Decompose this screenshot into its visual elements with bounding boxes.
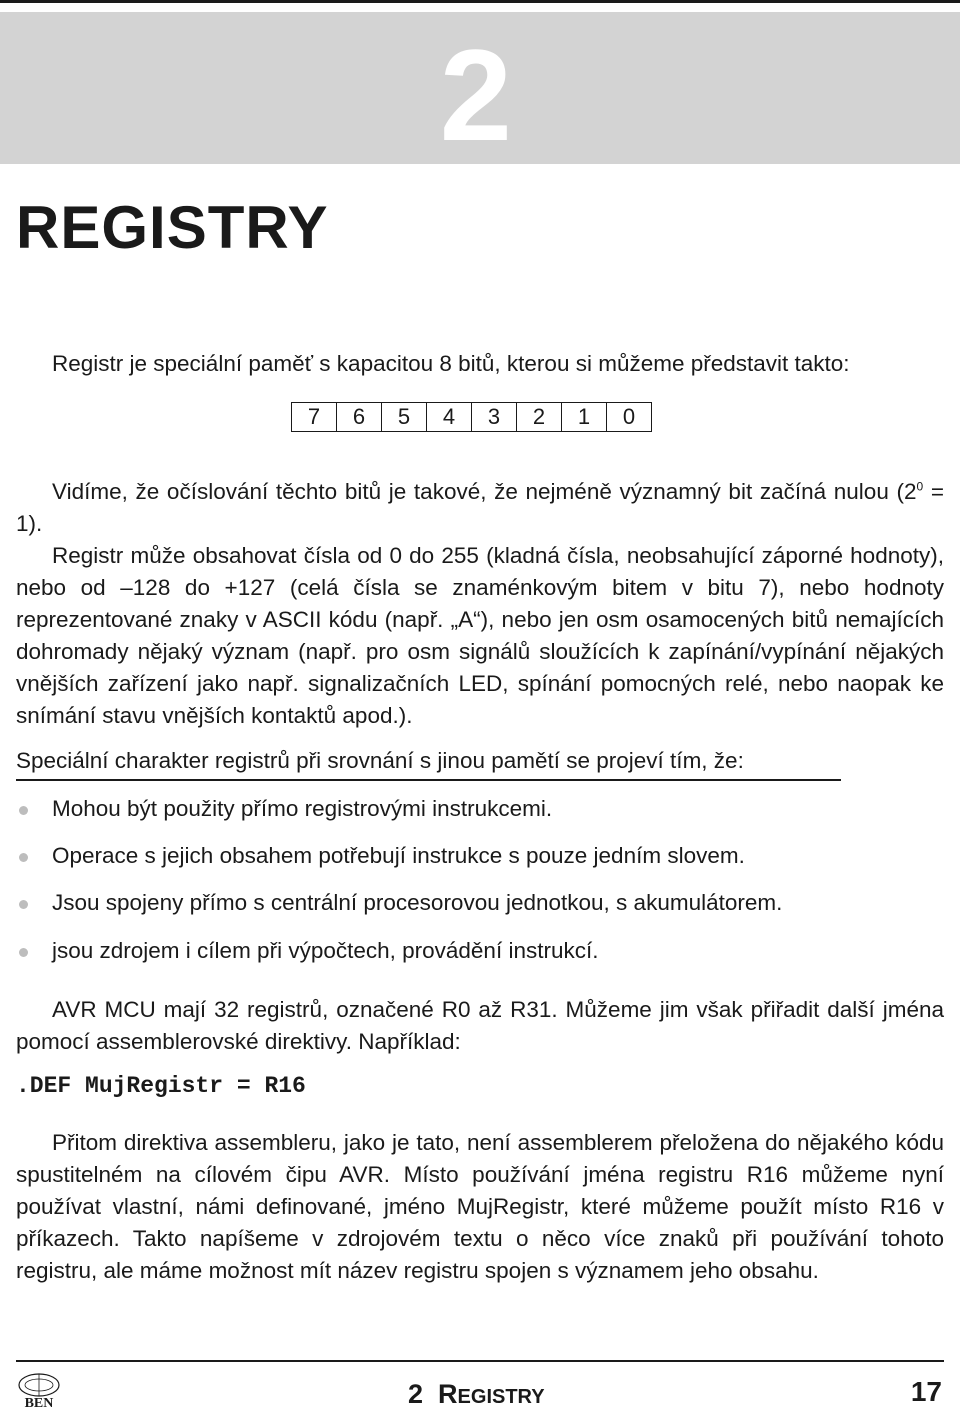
superscript-zero: 0 bbox=[916, 479, 924, 494]
bit-cell: 5 bbox=[382, 403, 427, 432]
intro-text: Registr je speciální paměť s kapacitou 8 bitů, kterou si můžeme představit takto: bbox=[52, 351, 850, 376]
intro-paragraph bbox=[16, 348, 944, 380]
bit-cell: 1 bbox=[562, 403, 607, 432]
paragraph-avr-registers bbox=[16, 994, 944, 1058]
footer-chapter-number: 2 bbox=[408, 1379, 424, 1409]
top-rule bbox=[0, 0, 960, 3]
bullet-dot-icon bbox=[19, 948, 28, 957]
code-example: .DEF MujRegistr = R16 bbox=[16, 1073, 306, 1099]
para1-text-end: = 1). bbox=[16, 479, 944, 536]
bullet-dot-icon bbox=[19, 900, 28, 909]
para3-text: AVR MCU mají 32 registrů, označené R0 až R31. Můžeme jim však přiřadit další jména pomocí assemblerovské direktivy. Například: bbox=[16, 997, 944, 1054]
footer-chapter-title: EGISTRY bbox=[457, 1386, 545, 1408]
bit-cell: 0 bbox=[607, 403, 652, 432]
footer-rule bbox=[16, 1360, 944, 1362]
publisher-logo bbox=[14, 1371, 64, 1409]
bit-cell: 2 bbox=[517, 403, 562, 432]
bullet-dot-icon bbox=[19, 853, 28, 862]
paragraph-directive bbox=[16, 1127, 944, 1287]
list-item-text: jsou zdrojem i cílem při výpočtech, provádění instrukcí. bbox=[52, 938, 599, 963]
page-number: 17 bbox=[910, 1376, 942, 1407]
section-heading: Speciální charakter registrů při srovnání s jinou pamětí se projeví tím, že: bbox=[16, 745, 841, 781]
chapter-number: 2 bbox=[439, 22, 512, 168]
bit-cell: 7 bbox=[292, 403, 337, 432]
bit-cell: 4 bbox=[427, 403, 472, 432]
list-item-text: Jsou spojeny přímo s centrální procesorovou jednotkou, s akumulátorem. bbox=[52, 890, 783, 915]
footer-chapter-initial: R bbox=[438, 1379, 458, 1409]
list-item-text: Operace s jejich obsahem potřebují instrukce s pouze jedním slovem. bbox=[52, 843, 745, 868]
paragraph-bit-numbering bbox=[16, 476, 944, 540]
chapter-title: REGISTRY bbox=[16, 194, 329, 261]
bullet-dot-icon bbox=[19, 806, 28, 815]
bit-row bbox=[292, 403, 652, 432]
bit-cell: 6 bbox=[337, 403, 382, 432]
para2-text: Registr může obsahovat čísla od 0 do 255 (kladná čísla, neobsahující záporné hodnoty), nebo od –128 do +127 (celá čísla se znaménkovým bitem v bitu 7), nebo hodnoty reprezentované znaky v ASCII kódu (např. „A“), nebo jen osm osamocených bitů nemajících dohromady nějaký význam (např. pro osm signálů sloužících k zapínání/vypínání nějakých vnějších zařízení jako např. signalizačních LED, spínání pomocných relé, nebo naopak ke snímání stavu vnějších kontaktů apod.). bbox=[16, 543, 944, 728]
list-item-text: Mohou být použity přímo registrovými instrukcemi. bbox=[52, 796, 553, 821]
para1-text: Vidíme, že očíslování těchto bitů je takové, že nejméně významný bit začíná nulou (2 bbox=[52, 479, 917, 504]
footer-chapter-label bbox=[408, 1378, 545, 1413]
bit-table bbox=[291, 402, 652, 432]
paragraph-register-values bbox=[16, 540, 944, 732]
svg-text:BEN: BEN bbox=[24, 1396, 54, 1409]
para4-text: Přitom direktiva assembleru, jako je tato, není assemblerem přeložena do nějakého kódu spustitelném na cílovém čipu AVR. Místo používání jména registru R16 můžeme nyní používat vlastní, námi definované, jméno MujRegistr, které můžeme použít místo R16 v příkazech. Takto napíšeme v zdrojovém textu o něco více znaků při používání tohoto registru, ale máme možnost mít název registru spojen s významem jeho obsahu. bbox=[16, 1130, 944, 1283]
chapter-banner bbox=[0, 12, 960, 168]
bit-cell: 3 bbox=[472, 403, 517, 432]
